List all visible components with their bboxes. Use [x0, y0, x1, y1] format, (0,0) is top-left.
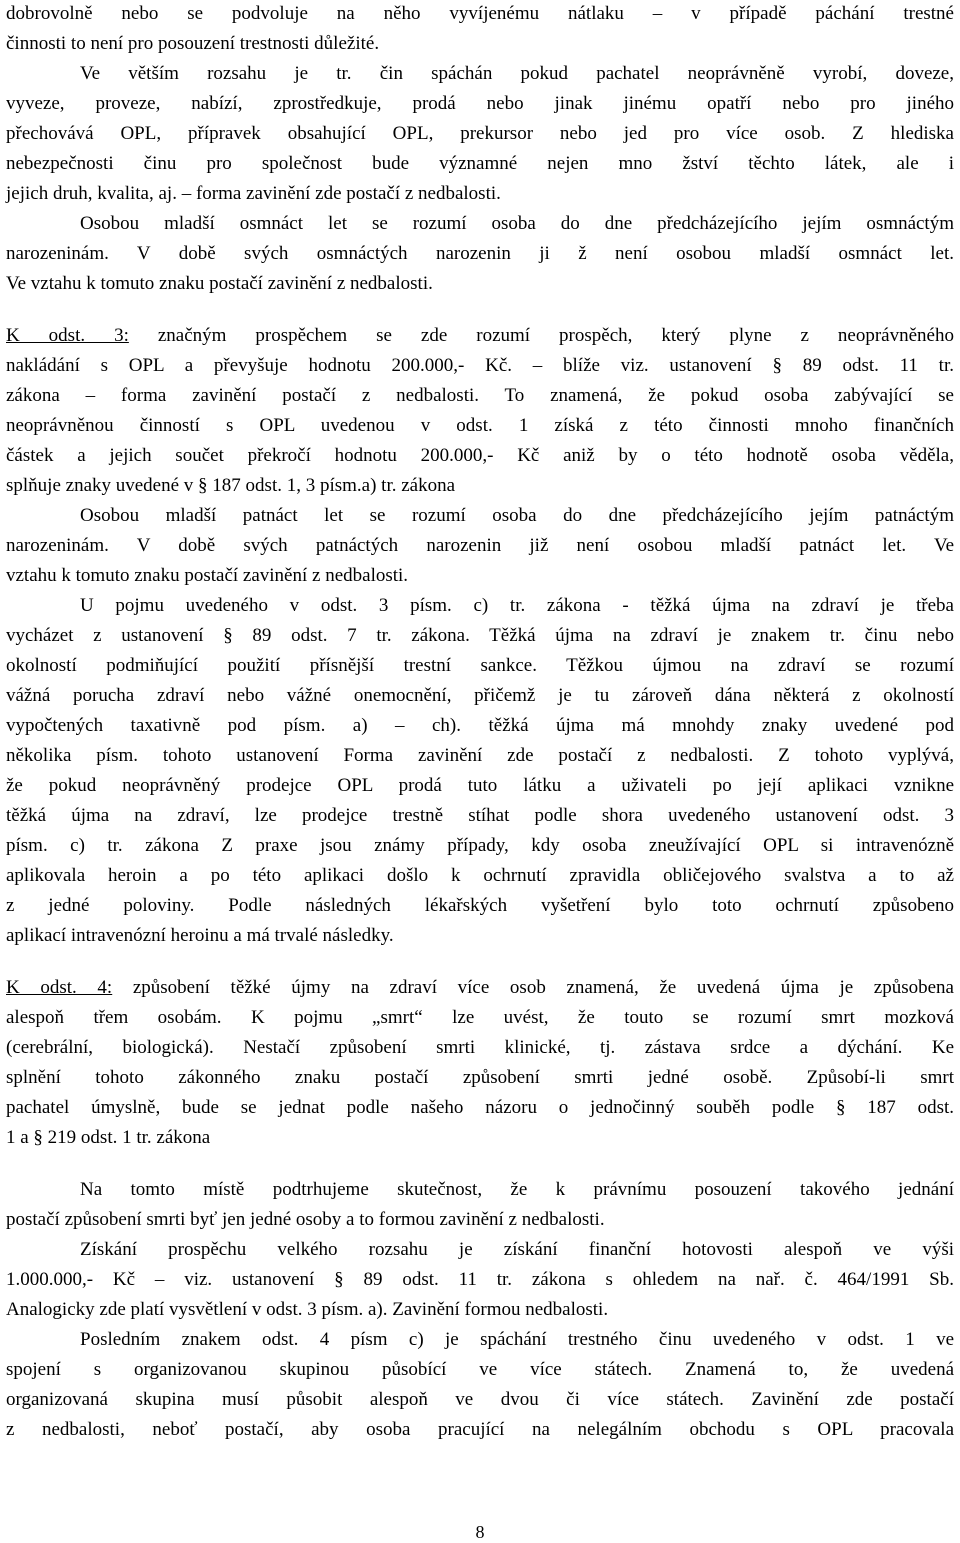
- text-line: přechovává OPL, přípravek obsahující OPL, prekursor nebo jed pro více osob. Z hlediska: [6, 123, 954, 144]
- text-line: Osobou mladší patnáct let se rozumí osoba do dne předcházejícího jejím patnáctým: [80, 505, 954, 526]
- text-line: dobrovolně nebo se podvoluje na něho vyvíjenému nátlaku – v případě páchání trestné: [6, 3, 954, 24]
- text-line: 1 a § 219 odst. 1 tr. zákona: [6, 1127, 211, 1148]
- text-line: nakládání s OPL a převyšuje hodnotu 200.000,- Kč. – blíže viz. ustanovení § 89 odst. 11 tr.: [6, 355, 954, 376]
- text-line: aplikovala heroin a po této aplikaci došlo k ochrnutí zpravidla obličejového svalstva a to až: [6, 865, 954, 886]
- text-line: okolností podmiňující použití přísnější trestní sankce. Těžkou újmou na zdraví se rozumí: [6, 655, 954, 676]
- text-line: že pokud neoprávněný prodejce OPL prodá tuto látku a uživateli po její aplikaci vznikne: [6, 775, 954, 796]
- text-line: z jedné poloviny. Podle následných lékařských vyšetření bylo toto ochrnutí způsobeno: [6, 895, 954, 916]
- text-line: vypočtených taxativně pod písm. a) – ch). těžká újma má mnohdy znaky uvedené pod: [6, 715, 954, 736]
- text-line: jejich druh, kvalita, aj. – forma zavinění zde postačí z nedbalosti.: [6, 183, 501, 204]
- text-line: splňuje znaky uvedené v § 187 odst. 1, 3 písm.a) tr. zákona: [6, 475, 456, 496]
- text-line: K odst. 3: značným prospěchem se zde rozumí prospěch, který plyne z neoprávněného: [6, 325, 954, 346]
- text-line: vyveze, proveze, nabízí, zprostředkuje, prodá nebo jinak jinému opatří nebo pro jiného: [6, 93, 954, 114]
- text-line: 1.000.000,- Kč – viz. ustanovení § 89 odst. 11 tr. zákona s ohledem na nař. č. 464/1991 Sb.: [6, 1269, 954, 1290]
- text-line: (cerebrální, biologická). Nestačí způsobení smrti klinické, tj. zástava srdce a dýchání. Ke: [6, 1037, 954, 1058]
- text-line: neoprávněnou činností s OPL uvedenou v odst. 1 získá z této činnosti mnoho finančních: [6, 415, 954, 436]
- text-line: narozeninám. V době svých osmnáctých narozenin ji ž není osobou mladší osmnáct let.: [6, 243, 954, 264]
- text-line: vztahu k tomuto znaku postačí zavinění z nedbalosti.: [6, 565, 409, 586]
- text-line: nebezpečnosti činu pro společnost bude významné nejen mno žství těchto látek, ale i: [6, 153, 954, 174]
- text-line: alespoň třem osobám. K pojmu „smrt“ lze uvést, že touto se rozumí smrt mozková: [6, 1007, 954, 1028]
- text-line: Na tomto místě podtrhujeme skutečnost, že k právnímu posouzení takového jednání: [80, 1179, 954, 1200]
- text-line: činnosti to není pro posouzení trestnosti důležité.: [6, 33, 380, 54]
- text-line: spojení s organizovanou skupinou působící ve více státech. Znamená to, že uvedená: [6, 1359, 954, 1380]
- text-line: zákona – forma zavinění postačí z nedbalosti. To znamená, že pokud osoba zabývající se: [6, 385, 954, 406]
- text-line: písm. c) tr. zákona Z praxe jsou známy případy, kdy osoba zneužívající OPL si intravenózně: [6, 835, 954, 856]
- text-line: vycházet z ustanovení § 89 odst. 7 tr. zákona. Těžká újma na zdraví je znakem tr. činu nebo: [6, 625, 954, 646]
- text-line: Ve větším rozsahu je tr. čin spáchán pokud pachatel neoprávněně vyrobí, doveze,: [80, 63, 954, 84]
- text-line: organizovaná skupina musí působit alespoň ve dvou či více státech. Zavinění zde postačí: [6, 1389, 954, 1410]
- text-line: Analogicky zde platí vysvětlení v odst. 3 písm. a). Zavinění formou nedbalosti.: [6, 1299, 609, 1320]
- page-number: 8: [475, 1522, 485, 1542]
- text-line: vážná porucha zdraví nebo vážné onemocnění, přičemž je tu zároveň dána některá z okolností: [6, 685, 954, 706]
- text-line: několika písm. tohoto ustanovení Forma zavinění zde postačí z nedbalosti. Z tohoto vyplývá,: [6, 745, 954, 766]
- text-line: částek a jejich součet překročí hodnotu 200.000,- Kč aniž by o této hodnotě osoba věděla,: [6, 445, 954, 466]
- section-heading: K odst. 3:: [6, 325, 129, 346]
- text-line: K odst. 4: způsobení těžké újmy na zdraví více osob znamená, že uvedená újma je způsobena: [6, 977, 954, 998]
- text-line: z nedbalosti, neboť postačí, aby osoba pracující na nelegálním obchodu s OPL pracovala: [6, 1419, 954, 1440]
- text-line: splnění tohoto zákonného znaku postačí způsobení smrti jedné osobě. Způsobí-li smrt: [6, 1067, 954, 1088]
- text-line: Osobou mladší osmnáct let se rozumí osoba do dne předcházejícího jejím osmnáctým: [80, 213, 954, 234]
- section-heading: K odst. 4:: [6, 977, 113, 998]
- text-line: narozeninám. V době svých patnáctých narozenin již není osobou mladší patnáct let. Ve: [6, 535, 954, 556]
- text-line: aplikací intravenózní heroinu a má trvalé následky.: [6, 925, 394, 946]
- text-line: Posledním znakem odst. 4 písm c) je spáchání trestného činu uvedeného v odst. 1 ve: [80, 1329, 954, 1350]
- text-line: pachatel úmyslně, bude se jednat podle našeho názoru o jednočinný souběh podle § 187 odst.: [6, 1097, 954, 1118]
- text-line: U pojmu uvedeného v odst. 3 písm. c) tr. zákona - těžká újma na zdraví je třeba: [80, 595, 954, 616]
- text-line: Získání prospěchu velkého rozsahu je získání finanční hotovosti alespoň ve výši: [80, 1239, 954, 1260]
- text-line: Ve vztahu k tomuto znaku postačí zavinění z nedbalosti.: [6, 273, 433, 294]
- text-line: postačí způsobení smrti byť jen jedné osoby a to formou zavinění z nedbalosti.: [6, 1209, 605, 1230]
- text-line: těžká újma na zdraví, lze prodejce trestně stíhat podle shora uvedeného ustanovení odst. 3: [6, 805, 954, 826]
